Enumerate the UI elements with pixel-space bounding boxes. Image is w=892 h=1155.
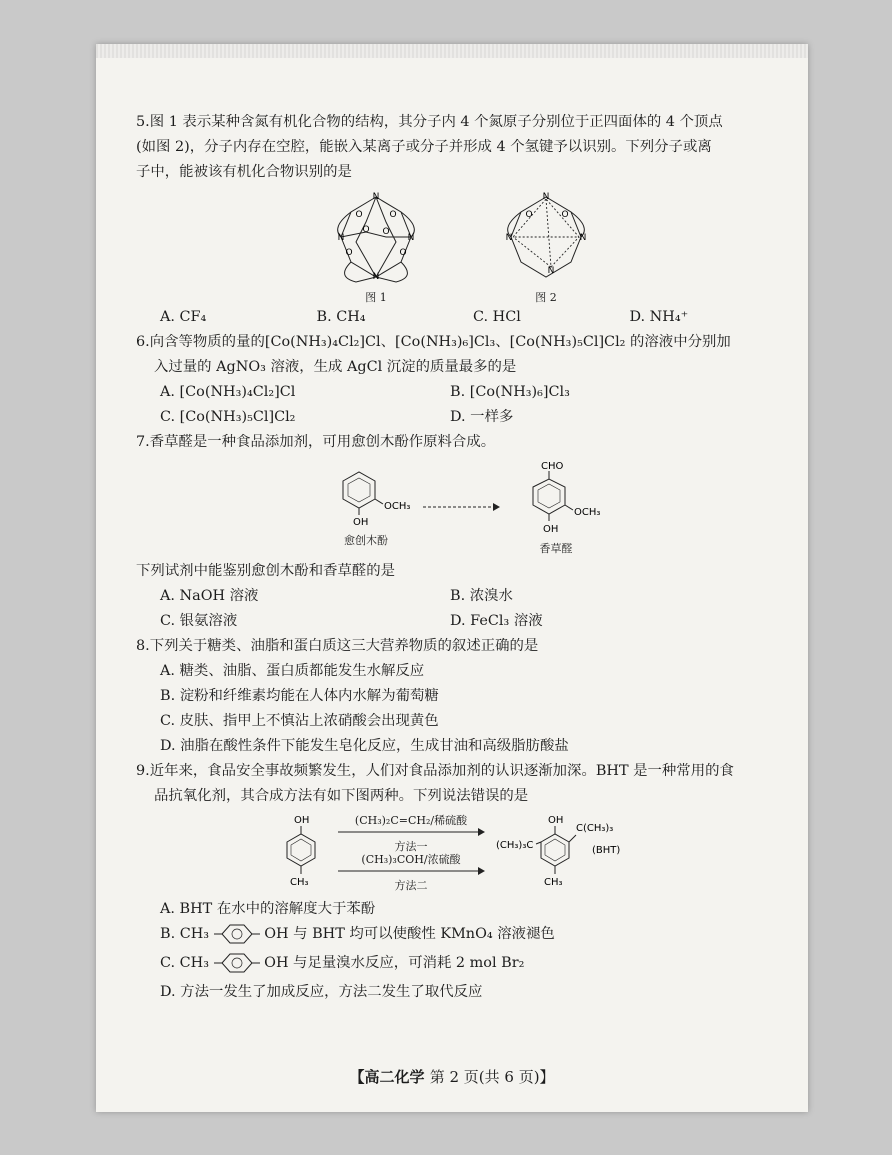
q8-option-b: B. 淀粉和纤维素均能在人体内水解为葡萄糖 [160,688,439,704]
q7-options-row1 [136,584,786,609]
q5-figure-1-label: 图 1 [365,291,387,304]
q7-option-c: C. 银氨溶液 [160,613,238,629]
hydroxyl-label: OH [548,815,564,826]
q6-option-b: B. [Co(NH₃)₆]Cl₃ [450,384,570,400]
o-atom-label: O [525,210,533,220]
q6-option-a: A. [Co(NH₃)₄Cl₂]Cl [160,384,296,400]
q5-figure-2-label: 图 2 [535,291,557,304]
n-atom-label: N [372,272,380,282]
q9-stem-line2: 品抗氧化剂，其合成方法有如下图两种。下列说法错误的是 [154,788,529,804]
cryptand-structure-icon [311,187,441,287]
q6-option-d: D. 一样多 [450,409,514,425]
o-atom-label: O [362,225,370,235]
q5-figures [136,187,786,305]
hydroxyl-label: OH [294,815,310,826]
reaction-arrow-icon [336,866,486,876]
n-atom-label: N [337,233,345,243]
methoxy-label: OCH₃ [574,507,601,518]
n-atom-label: N [579,233,587,243]
q8-option-c: C. 皮肤、指甲上不慎沾上浓硝酸会出现黄色 [160,713,439,729]
o-atom-label: O [389,210,397,220]
vanillin-ring-icon [511,459,601,539]
q5-figure-1 [311,187,441,305]
q9-option-b-text: OH 与 BHT 均可以使酸性 KMnO₄ 溶液褪色 [264,926,555,942]
q8-option-a: A. 糖类、油脂、蛋白质都能发生水解反应 [160,663,425,679]
footer-subject: 【高二化学 [349,1068,425,1086]
q5-option-c: C. HCl [473,309,521,325]
q9-option-a: A. BHT 在水中的溶解度大于苯酚 [160,901,376,917]
method2-label: 方法二 [394,879,428,892]
methoxy-label: OCH₃ [384,501,411,512]
q5-figure-2 [481,187,611,305]
tetrahedral-cryptand-icon [481,187,611,287]
q7-option-d: D. FeCl₃ 溶液 [450,613,543,629]
tert-butyl-right-label: C(CH₃)₃ [576,823,614,834]
hydroxyl-label: OH [543,524,559,535]
bht-structure-icon [496,813,646,893]
page-footer [96,1066,808,1087]
o-atom-label: O [399,248,407,258]
q6-stem-line1: 6.向含等物质的量的[Co(NH₃)₄Cl₂]Cl、[Co(NH₃)₆]Cl₃、[Co(NH₃)₅Cl]Cl₂ 的溶液中分别加 [136,334,731,350]
page-content [136,110,786,1005]
guaiacol-structure [321,467,411,547]
q9-stem-line1: 9.近年来，食品安全事故频繁发生，人们对食品添加剂的认识逐渐加深。BHT 是一种常用的食 [136,763,734,779]
q5-option-b: B. CH₄ [316,309,366,325]
n-atom-label: N [505,233,513,243]
q7-option-b: B. 浓溴水 [450,588,513,604]
vanillin-structure [511,459,601,555]
reaction-arrow-icon [336,827,486,837]
q9-reaction-scheme [136,813,786,893]
q9-option-c-prefix: C. CH₃ [160,955,209,971]
q9-option-c-text: OH 与足量溴水反应，可消耗 2 mol Br₂ [264,955,525,971]
q7-question: 下列试剂中能鉴别愈创木酚和香草醛的是 [136,563,396,579]
n-atom-label: N [372,192,380,202]
methyl-label: CH₃ [290,877,309,888]
hydroxyl-label: OH [353,517,369,528]
q9-option-d: D. 方法一发生了加成反应，方法二发生了取代反应 [160,984,483,1000]
exam-page [96,44,808,1112]
o-atom-label: O [561,210,569,220]
q7-options-row2 [136,609,786,634]
dotted-arrow-icon [421,500,501,514]
n-atom-label: N [407,233,415,243]
aldehyde-label: CHO [541,461,564,472]
benzene-ring-icon [214,923,260,945]
q5-stem-line2: (如图 2)，分子内存在空腔，能嵌入某离子或分子并形成 4 个氢键予以识别。下列分子或离 [136,139,712,155]
q7-option-a: A. NaOH 溶液 [160,588,259,604]
q6-option-c: C. [Co(NH₃)₅Cl]Cl₂ [160,409,296,425]
q6-options-row1 [136,380,786,405]
vanillin-name: 香草醛 [539,542,573,555]
n-atom-label: N [547,266,555,276]
scan-artifact [96,44,808,58]
q5-options [136,305,786,330]
method2-reagent: (CH₃)₃COH/浓硫酸 [361,853,461,866]
q9-option-b [136,922,786,947]
q8-option-d: D. 油脂在酸性条件下能发生皂化反应，生成甘油和高级脂肪酸盐 [160,738,569,754]
guaiacol-ring-icon [321,467,411,531]
tert-butyl-left-label: (CH₃)₃C [496,840,534,851]
q5-stem-line1: 5.图 1 表示某种含氮有机化合物的结构，其分子内 4 个氮原子分别位于正四面体的 4 个顶点 [136,114,723,130]
q8-stem: 8.下列关于糖类、油脂和蛋白质这三大营养物质的叙述正确的是 [136,638,539,654]
q5-option-d: D. NH₄⁺ [629,309,689,325]
o-atom-label: O [345,248,353,258]
footer-page-number: 第 2 页(共 6 页)】 [429,1068,555,1086]
bht-label: (BHT) [592,845,621,856]
n-atom-label: N [542,192,550,202]
q9-arrows [336,814,486,892]
p-cresol-structure-icon [276,813,326,893]
benzene-ring-icon [214,952,260,974]
q5-option-a: A. CF₄ [160,309,207,325]
q9-option-b-prefix: B. CH₃ [160,926,210,942]
q6-options-row2 [136,405,786,430]
q9-option-c [136,951,786,976]
method1-reagent: (CH₃)₂C=CH₂/稀硫酸 [354,814,468,827]
o-atom-label: O [382,227,390,237]
methyl-label: CH₃ [544,877,563,888]
q5-stem-line3: 子中，能被该有机化合物识别的是 [136,164,352,180]
q7-stem: 7.香草醛是一种食品添加剂，可用愈创木酚作原料合成。 [136,434,496,450]
q7-reaction-scheme [136,459,786,555]
q6-stem-line2: 入过量的 AgNO₃ 溶液，生成 AgCl 沉淀的质量最多的是 [154,359,517,375]
method1-label: 方法一 [394,840,428,853]
o-atom-label: O [355,210,363,220]
guaiacol-name: 愈创木酚 [344,534,388,547]
